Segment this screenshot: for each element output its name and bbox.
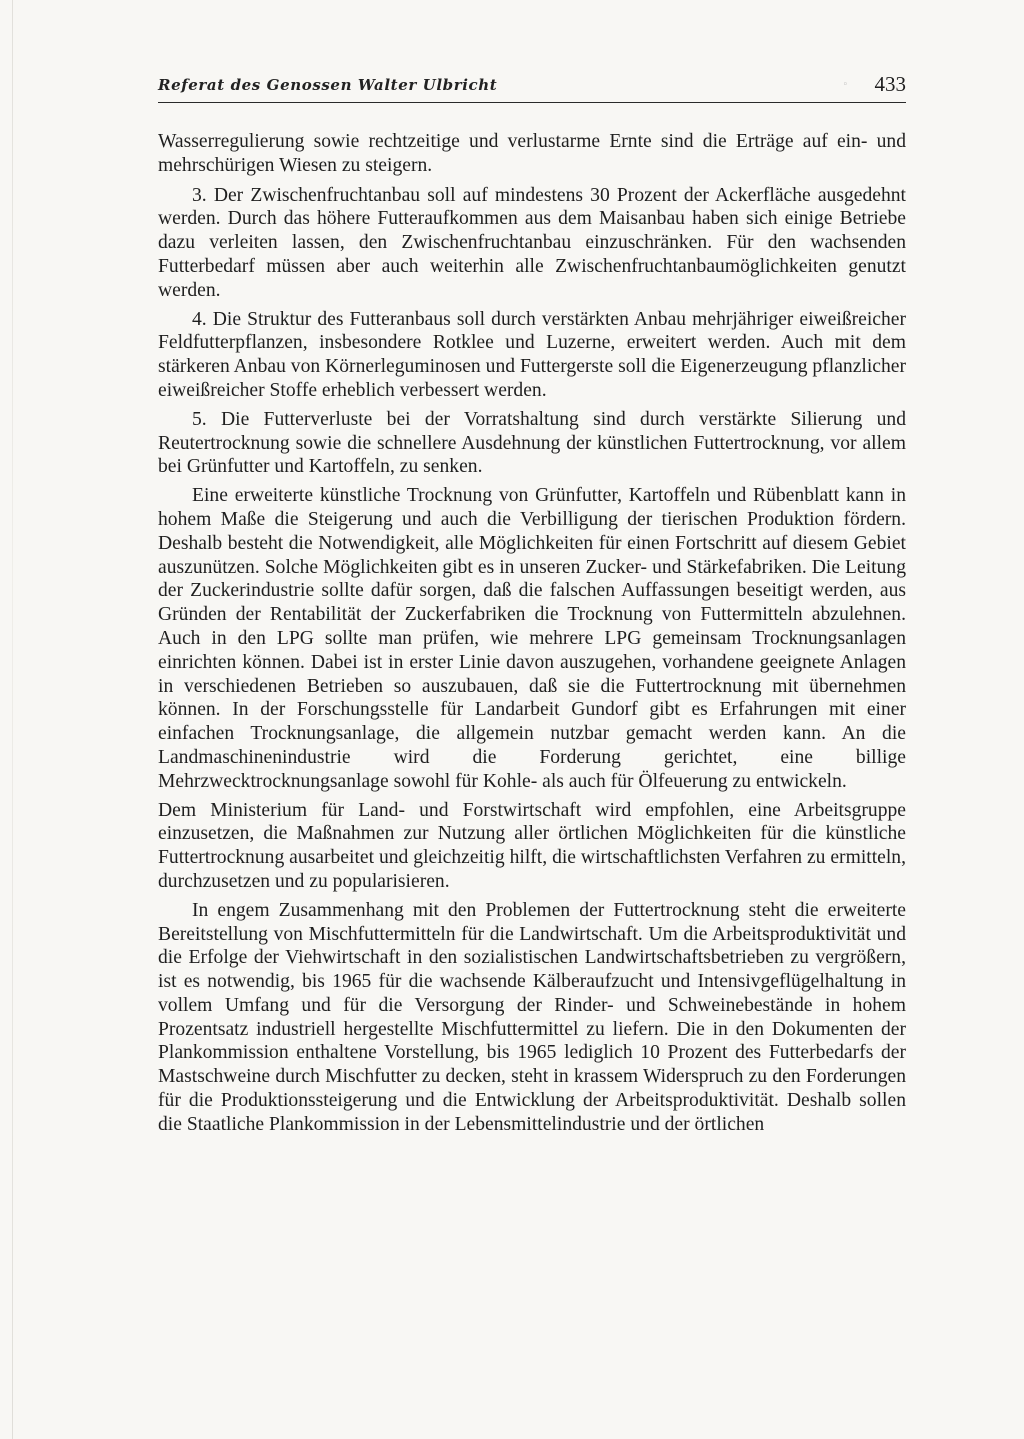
running-head: Referat des Genossen Walter Ulbricht — [158, 76, 498, 94]
body-text — [158, 130, 906, 1142]
paragraph-1: Wasserregulierung sowie rechtzeitige und verlustarme Ernte sind die Erträge auf ein- und mehrschürigen Wiesen zu steigern. — [158, 131, 906, 176]
paragraph-5: Eine erweiterte künstliche Trocknung von Grünfutter, Kartoffeln und Rübenblatt kann in hohem Maße die Steigerung und auch die Verbilligung der tierischen Produktion fördern. Deshalb besteht die Notwendigkeit, alle Möglichkeiten für einen Fortschritt auf diesem Gebiet auszunützen. Solche Möglichkeiten gibt es in unseren Zucker- und Stärkefabriken. Die Leitung der Zuckerindustrie sollte dafür sorgen, daß die falschen Auffassungen beseitigt werden, aus Gründen der Rentabilität der Zuckerfabriken die Trocknung von Futtermitteln abzulehnen. Auch in den LPG sollte man prüfen, wie mehrere LPG gemeinsam Trocknungsanlagen einrichten können. Dabei ist in erster Linie davon auszugehen, vorhandene geeignete Anlagen in verschiedenen Betrieben so auszubauen, daß sie die Futtertrocknung mit übernehmen können. In der Forschungsstelle für Landarbeit Gundorf gibt es Erfahrungen mit einer einfachen Trocknungsanlage, die allgemein nutzbar gemacht werden kann. An die Landmaschinenindustrie wird die Forderung gerichtet, eine billige Mehrzwecktrocknungsanlage sowohl für Kohle- als auch für Ölfeuerung zu entwickeln. — [158, 485, 906, 792]
paragraph-7: In engem Zusammenhang mit den Problemen der Futtertrocknung steht die erweiterte Bereitstellung von Mischfuttermitteln für die Landwirtschaft. Um die Arbeitsproduktivität und die Erfolge der Viehwirtschaft in den sozialistischen Landwirtschaftsbetrieben zu vergrößern, ist es notwendig, bis 1965 für die wachsende Kälberaufzucht und Intensivgeflügelhaltung in vollem Umfang und für die Versorgung der Rinder- und Schweinebestände in hohem Prozentsatz industriell hergestellte Mischfuttermittel zu liefern. Die in den Dokumenten der Plankommission enthaltene Vorstellung, bis 1965 lediglich 10 Prozent des Futterbedarfs der Mastschweine durch Mischfutter zu decken, steht in krassem Widerspruch zu den Forderungen für die Produktionssteigerung und die Entwicklung der Arbeitsproduktivität. Deshalb sollen die Staatliche Plankommission in der Lebensmittelindustrie und der örtlichen — [158, 899, 906, 1135]
paragraph-6: Dem Ministerium für Land- und Forstwirtschaft wird empfohlen, eine Arbeitsgruppe einzusetzen, die Maßnahmen zur Nutzung aller örtlichen Möglichkeiten für die künstliche Futtertrocknung ausarbeitet und gleichzeitig hilft, die wirtschaftlichsten Verfahren zu ermitteln, durchzusetzen und zu popularisieren. — [158, 799, 906, 892]
page-number: 433 — [874, 72, 906, 96]
page-header — [158, 72, 906, 103]
paragraph-4: 5. Die Futterverluste bei der Vorratshaltung sind durch verstärkte Silierung und Reutertrocknung sowie die schnellere Ausdehnung der künstlichen Futtertrocknung, vor allem bei Grünfutter und Kartoffeln, zu senken. — [158, 408, 906, 478]
paragraph-3: 4. Die Struktur des Futteranbaus soll durch verstärkten Anbau mehrjähriger eiweißreicher Feldfutterpflanzen, insbesondere Rotklee und Luzerne, erweitert werden. Auch mit dem stärkeren Anbau von Körnerleguminosen und Futtergerste soll die Eigenerzeugung pflanzlicher eiweißreicher Stoffe erheblich verbessert werden. — [158, 308, 906, 401]
print-speck-mark: ◦ — [842, 80, 848, 90]
paragraph-2: 3. Der Zwischenfruchtanbau soll auf mindestens 30 Prozent der Ackerfläche ausgedehnt werden. Durch das höhere Futteraufkommen aus dem Maisanbau haben sich einige Betriebe dazu verleiten lassen, den Zwischenfruchtanbau einzuschränken. Für den wachsenden Futterbedarf müssen aber auch weiterhin alle Zwischenfruchtanbaumöglichkeiten genutzt werden. — [158, 184, 906, 301]
